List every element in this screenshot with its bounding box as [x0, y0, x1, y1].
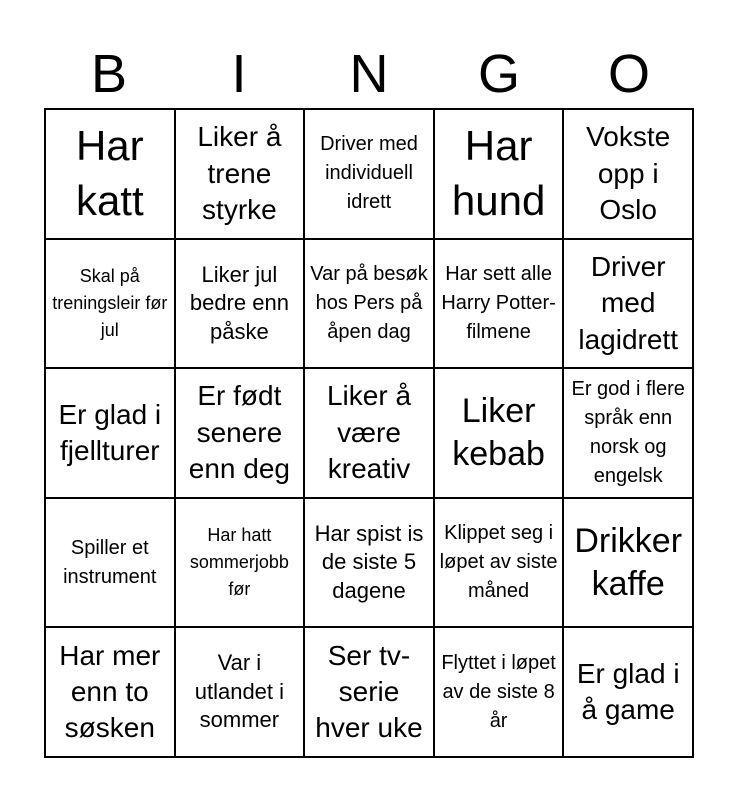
cell-text: Ser tv-serie hver uke — [315, 639, 423, 744]
bingo-cell[interactable] — [564, 240, 694, 370]
bingo-cell[interactable] — [46, 369, 176, 499]
bingo-header — [44, 40, 694, 108]
cell-text: Liker å trene styrke — [197, 121, 282, 225]
bingo-cell[interactable] — [564, 369, 694, 499]
bingo-cell[interactable] — [46, 240, 176, 370]
bingo-cell[interactable] — [564, 628, 694, 758]
cell-text: Har sett alle Harry Potter-filmene — [441, 262, 556, 343]
bingo-cell[interactable] — [305, 240, 435, 370]
bingo-grid — [44, 108, 694, 758]
bingo-cell[interactable] — [305, 628, 435, 758]
bingo-cell[interactable] — [564, 110, 694, 240]
cell-text: Vokste opp i Oslo — [586, 121, 671, 225]
cell-text: Driver med lagidrett — [578, 250, 678, 355]
bingo-cell[interactable] — [46, 110, 176, 240]
bingo-cell[interactable] — [305, 369, 435, 499]
cell-text: Liker kebab — [452, 392, 545, 473]
bingo-cell[interactable] — [435, 628, 565, 758]
bingo-cell[interactable] — [305, 110, 435, 240]
bingo-cell[interactable] — [305, 499, 435, 629]
cell-text: Drikker kaffe — [574, 522, 683, 603]
cell-text: Driver med individuell idrett — [320, 133, 418, 214]
cell-text: Er glad i fjellturer — [58, 398, 162, 466]
header-letter-o: O — [607, 44, 650, 104]
cell-text: Klippet seg i løpet av siste måned — [439, 522, 558, 603]
cell-text: Var på besøk hos Pers på åpen dag — [310, 262, 428, 343]
header-letter-i: I — [231, 44, 247, 104]
header-letter-n: N — [349, 44, 389, 104]
bingo-cell[interactable] — [176, 628, 306, 758]
cell-text: Har hund — [451, 122, 546, 224]
bingo-cell[interactable] — [435, 110, 565, 240]
cell-text: Var i utlandet i sommer — [194, 650, 285, 733]
bingo-cell[interactable] — [176, 240, 306, 370]
cell-text: Har katt — [75, 122, 144, 224]
bingo-cell[interactable] — [435, 240, 565, 370]
cell-text: Er født senere enn deg — [188, 380, 290, 485]
bingo-cell[interactable] — [176, 499, 306, 629]
cell-text: Skal på treningsleir før jul — [52, 265, 168, 340]
bingo-cell[interactable] — [176, 110, 306, 240]
cell-text: Har mer enn to søsken — [59, 639, 161, 744]
bingo-cell[interactable] — [435, 499, 565, 629]
bingo-cell[interactable] — [435, 369, 565, 499]
cell-text: Liker jul bedre enn påske — [189, 261, 289, 344]
cell-text: Har hatt sommerjobb før — [189, 525, 289, 600]
bingo-cell[interactable] — [176, 369, 306, 499]
bingo-cell[interactable] — [564, 499, 694, 629]
bingo-cell[interactable] — [46, 499, 176, 629]
cell-text: Har spist is de siste 5 dagene — [314, 520, 424, 603]
header-letter-g: G — [477, 44, 520, 104]
cell-text: Spiller et instrument — [63, 536, 157, 588]
cell-text: Er god i flere språk enn norsk og engelsk — [571, 377, 685, 487]
header-letter-b: B — [90, 44, 128, 104]
bingo-cell[interactable] — [46, 628, 176, 758]
cell-text: Er glad i å game — [576, 657, 680, 726]
cell-text: Liker å være kreativ — [326, 380, 412, 485]
cell-text: Flyttet i løpet av de siste 8 år — [441, 651, 556, 732]
